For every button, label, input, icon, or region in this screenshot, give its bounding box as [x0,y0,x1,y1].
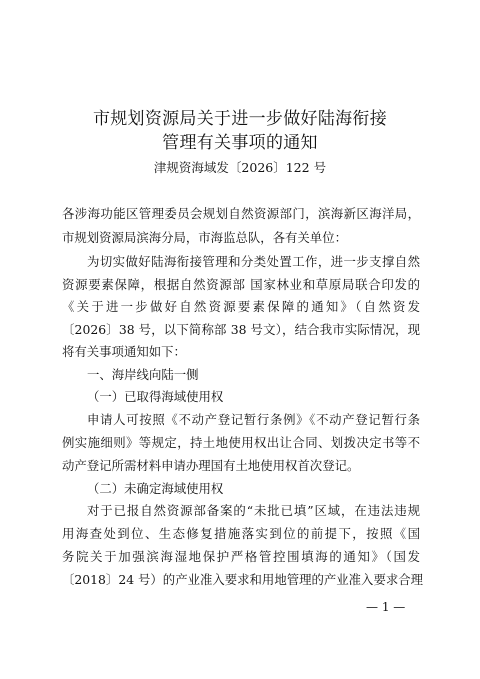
subsection-2-line-4: 〔2018〕24 号）的产业准入要求和用地管理的产业准入要求合理 [62,572,424,587]
addressee-line-2: 市规划资源局滨海分局，市海监总队，各有关单位： [62,230,347,245]
subsection-1-line-1: 申请人可按照《不动产登记暂行条例》《不动产登记暂行条 [87,412,420,427]
intro-line-2: 资源要素保障，根据自然资源部 国家林业和草原局联合印发的 [62,277,420,292]
subsection-2-line-3: 务院关于加强滨海湿地保护严格管控围填海的通知》（国发 [62,549,420,564]
intro-line-4: 〔2026〕38 号，以下简称部 38 号文），结合我市实际情况，现 [62,322,420,337]
subsection-1-line-3: 动产登记所需材料申请办理国有土地使用权首次登记。 [62,458,360,473]
subsection-heading-2: （二）未确定海域使用权 [87,481,224,496]
subsection-2-line-2: 用海查处到位、生态修复措施落实到位的前提下，按照《国 [62,526,420,541]
section-heading-1: 一、海岸线向陆一侧 [87,367,199,382]
title-line-2: 管理有关事项的通知 [162,133,318,153]
intro-line-3: 《关于进一步做好自然资源要素保障的通知》（自然资发 [62,299,420,314]
addressee-line-1: 各涉海功能区管理委员会规划自然资源部门，滨海新区海洋局， [62,206,420,221]
document-number: 津规资海域发〔2026〕122 号 [153,160,327,175]
subsection-1-line-2: 例实施细则》等规定，持土地使用权出让合同、划拨决定书等不 [62,435,420,450]
title-line-1: 市规划资源局关于进一步做好陆海衔接 [92,109,388,129]
subsection-2-line-1: 对于已报自然资源部备案的“未批已填”区域，在违法违规 [87,503,420,518]
intro-line-5: 将有关事项通知如下： [62,344,186,359]
intro-line-1: 为切实做好陆海衔接管理和分类处置工作，进一步支撑自然 [87,254,420,269]
subsection-heading-1: （一）已取得海域使用权 [87,389,224,404]
page-number: — 1 — [366,600,406,614]
